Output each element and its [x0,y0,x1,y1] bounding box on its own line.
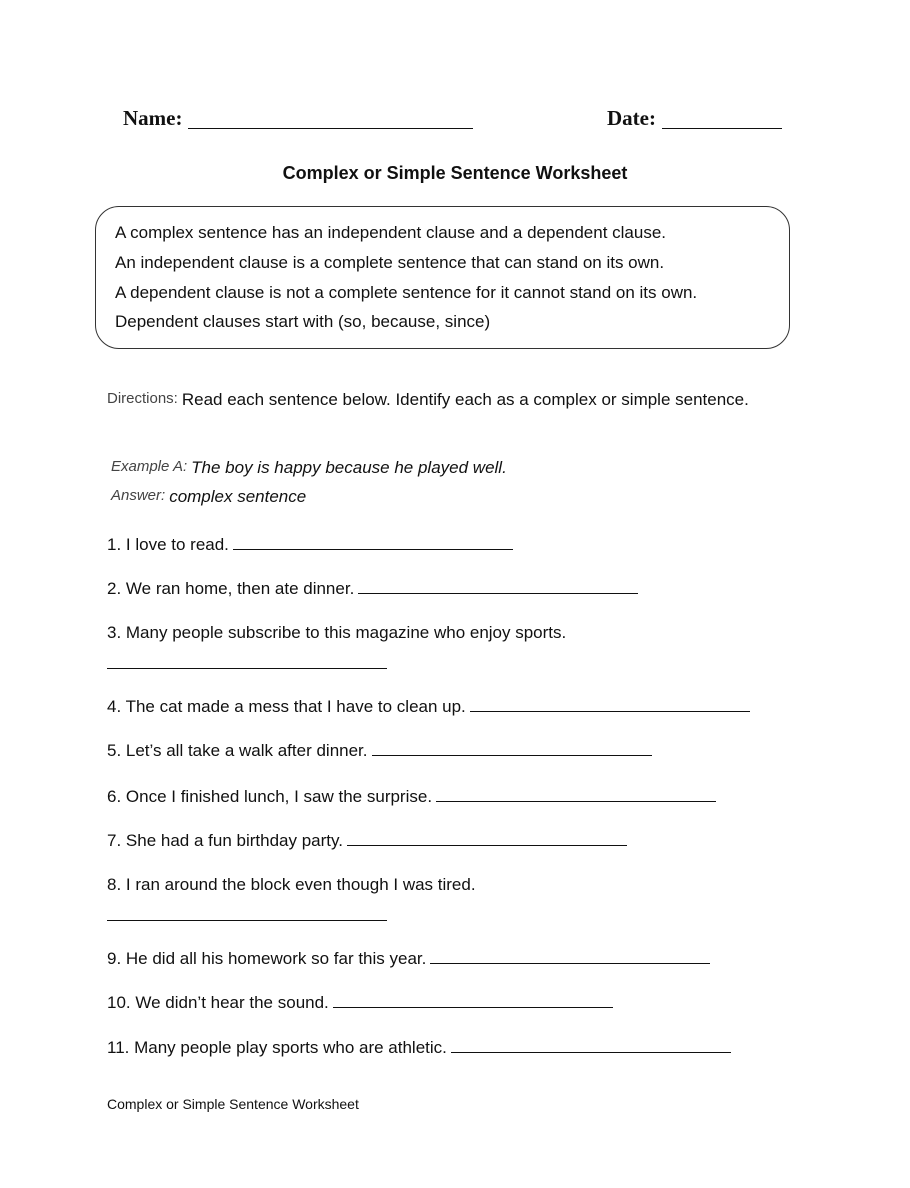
question-item [107,787,716,807]
answer-blank[interactable] [233,535,513,550]
example [111,458,507,478]
answer-blank[interactable] [107,654,387,669]
answer-text: complex sentence [169,487,307,506]
answer-blank[interactable] [470,697,750,712]
date-blank[interactable] [662,108,782,129]
answer-blank[interactable] [372,741,652,756]
question-item [107,579,638,599]
question-text: 2. We ran home, then ate dinner. [107,579,355,598]
answer-blank[interactable] [333,993,613,1008]
question-item [107,993,613,1013]
date-field [607,106,782,131]
question-text: 6. Once I finished lunch, I saw the surprise. [107,787,433,806]
definition-line: Dependent clauses start with (so, because, since) [115,312,491,331]
answer-blank[interactable] [358,579,638,594]
name-field [123,106,473,131]
question-text: 11. Many people play sports who are athletic. [107,1038,447,1057]
name-blank[interactable] [188,108,473,129]
question-text: 8. I ran around the block even though I was tired. [107,875,476,894]
answer-blank[interactable] [436,787,716,802]
question-text: 1. I love to read. [107,535,229,554]
answer-blank[interactable] [347,831,627,846]
answer-blank[interactable] [107,906,387,921]
question-item [107,875,476,895]
answer-blank[interactable] [451,1038,731,1053]
question-item [107,623,566,643]
question-text: 9. He did all his homework so far this year. [107,949,427,968]
directions-label: Directions: [107,390,178,407]
question-item [107,741,652,761]
definition-line: An independent clause is a complete sentence that can stand on its own. [115,253,665,272]
definition-line: A complex sentence has an independent clause and a dependent clause. [115,223,667,242]
question-item [107,535,513,555]
answer-label: Answer: [111,487,166,504]
question-text: 3. Many people subscribe to this magazine who enjoy sports. [107,623,567,642]
question-text: 10. We didn’t hear the sound. [107,993,329,1012]
question-text: 5. Let’s all take a walk after dinner. [107,741,368,760]
question-text: 7. She had a fun birthday party. [107,831,343,850]
question-item [107,697,750,717]
worksheet-title: Complex or Simple Sentence Worksheet [282,163,628,183]
example-label: Example A: [111,458,188,475]
answer-blank[interactable] [430,949,710,964]
example-sentence: The boy is happy because he played well. [191,458,507,477]
definition-line: A dependent clause is not a complete sentence for it cannot stand on its own. [115,283,698,302]
example-answer [111,487,306,507]
definition-box [95,206,790,349]
date-label: Date: [607,106,656,130]
question-text: 4. The cat made a mess that I have to clean up. [107,697,466,716]
question-item [107,949,710,969]
directions-text: Read each sentence below. Identify each as a complex or simple sentence. [181,390,749,409]
question-item [107,831,627,851]
page-footer: Complex or Simple Sentence Worksheet [107,1096,359,1112]
question-item [107,1038,731,1058]
name-label: Name: [123,106,183,130]
directions [107,384,797,414]
